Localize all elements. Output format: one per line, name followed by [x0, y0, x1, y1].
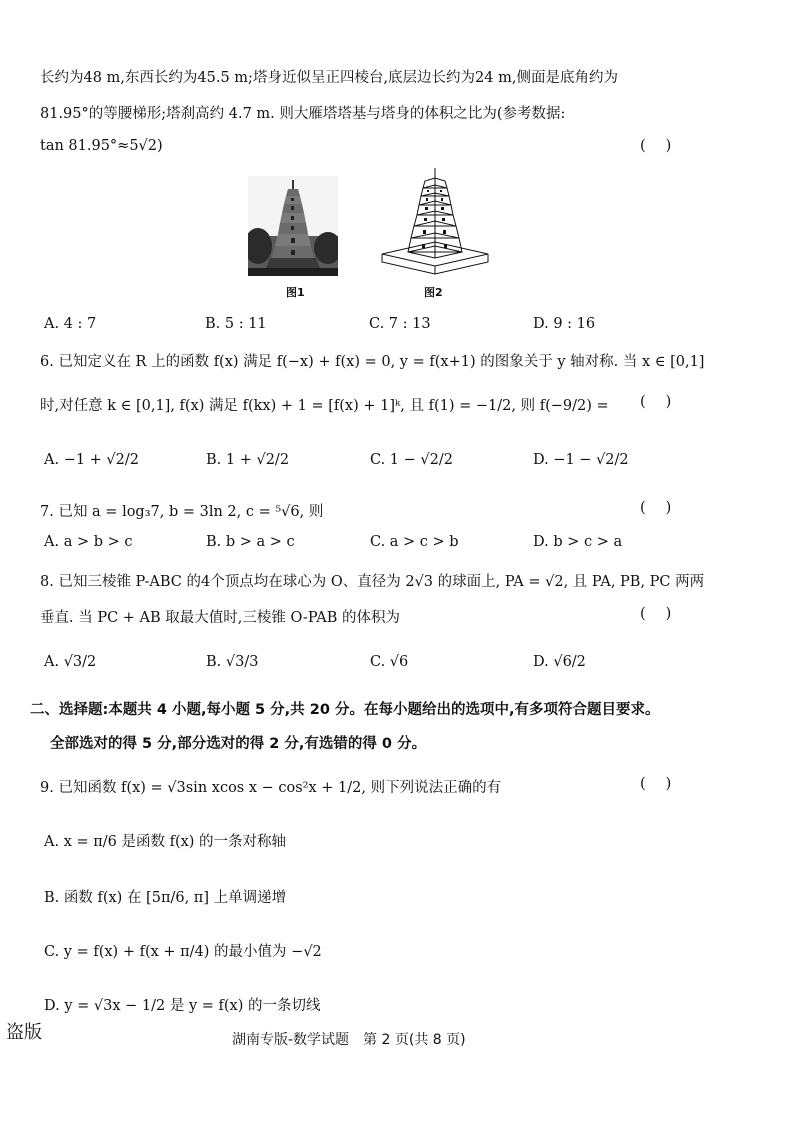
section-2-heading: 二、选择题:本题共 4 小题,每小题 5 分,共 20 分。在每小题给出的选项中,有多项符合题目要求。 — [30, 702, 660, 718]
q8-line-1: 8. 已知三棱锥 P-ABC 的4个顶点均在球心为 O、直径为 2√3 的球面上, PA = √2, 且 PA, PB, PC 两两 — [40, 574, 705, 590]
q7-option-a[interactable]: A. a > b > c — [44, 534, 133, 550]
q9-option-c[interactable]: C. y = f(x) + f(x + π/4) 的最小值为 −√2 — [44, 944, 322, 960]
q5-option-d[interactable]: D. 9 : 16 — [533, 316, 596, 332]
q8-option-a[interactable]: A. √3/2 — [44, 654, 97, 670]
q6-option-c[interactable]: C. 1 − √2/2 — [370, 452, 453, 468]
q6-option-b[interactable]: B. 1 + √2/2 — [206, 452, 290, 468]
q9-option-d[interactable]: D. y = √3x − 1/2 是 y = f(x) 的一条切线 — [44, 998, 321, 1014]
q6-line-2: 时,对任意 k ∈ [0,1], f(x) 满足 f(kx) + 1 = [f(x) + 1]ᵏ, 且 f(1) = −1/2, 则 f(−9/2) = — [40, 398, 609, 414]
q5-line-2: 81.95°的等腰梯形;塔刹高约 4.7 m. 则大雁塔塔基与塔身的体积之比为(参考数据: — [40, 106, 566, 122]
figure-2-caption: 图2 — [424, 286, 443, 299]
q8-line-2: 垂直. 当 PC + AB 取最大值时,三棱锥 O-PAB 的体积为 — [40, 610, 400, 626]
q5-line-1: 长约为48 m,东西长约为45.5 m;塔身近似呈正四棱台,底层边长约为24 m,侧面是底角约为 — [40, 70, 618, 86]
q6-answer-paren: () — [640, 394, 692, 410]
q7-line-1: 7. 已知 a = log₃7, b = 3ln 2, c = ⁵√6, 则 — [40, 504, 324, 520]
q5-option-c[interactable]: C. 7 : 13 — [369, 316, 431, 332]
q5-answer-paren: () — [640, 138, 692, 154]
q7-answer-paren: () — [640, 500, 692, 516]
q8-answer-paren: () — [640, 606, 692, 622]
pagoda-drawing-graphic — [380, 166, 490, 278]
q5-option-b[interactable]: B. 5 : 11 — [205, 316, 267, 332]
q6-line-1: 6. 已知定义在 R 上的函数 f(x) 满足 f(−x) + f(x) = 0, y = f(x+1) 的图象关于 y 轴对称. 当 x ∈ [0,1] — [40, 354, 705, 370]
q8-option-d[interactable]: D. √6/2 — [533, 654, 586, 670]
section-2-instructions: 全部选对的得 5 分,部分选对的得 2 分,有选错的得 0 分。 — [50, 736, 427, 752]
figure-1-caption: 图1 — [286, 286, 305, 299]
q9-option-b[interactable]: B. 函数 f(x) 在 [5π/6, π] 上单调递增 — [44, 890, 287, 906]
q8-option-b[interactable]: B. √3/3 — [206, 654, 259, 670]
page-footer: 湖南专版-数学试题 第 2 页(共 8 页) — [232, 1032, 466, 1048]
q9-option-a[interactable]: A. x = π/6 是函数 f(x) 的一条对称轴 — [44, 834, 287, 850]
q9-line-1: 9. 已知函数 f(x) = √3sin xcos x − cos²x + 1/2, 则下列说法正确的有 — [40, 780, 502, 796]
watermark-stamp: 盗版 — [6, 1022, 42, 1043]
pagoda-photo-graphic — [248, 176, 338, 276]
q8-option-c[interactable]: C. √6 — [370, 654, 409, 670]
q5-line-3: tan 81.95°≈5√2) — [40, 138, 163, 154]
q7-option-c[interactable]: C. a > c > b — [370, 534, 459, 550]
q7-option-d[interactable]: D. b > c > a — [533, 534, 623, 550]
pagoda-drawing — [380, 166, 490, 278]
pagoda-photo — [248, 176, 338, 276]
q6-option-a[interactable]: A. −1 + √2/2 — [44, 452, 140, 468]
q6-option-d[interactable]: D. −1 − √2/2 — [533, 452, 629, 468]
q7-option-b[interactable]: B. b > a > c — [206, 534, 295, 550]
q9-answer-paren: () — [640, 776, 692, 792]
q5-option-a[interactable]: A. 4 : 7 — [44, 316, 97, 332]
